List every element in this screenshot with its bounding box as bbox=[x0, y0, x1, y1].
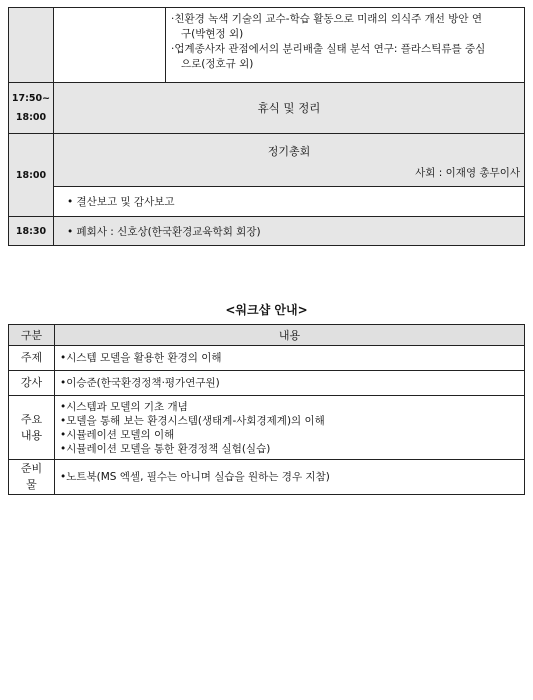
papers-time-cell bbox=[9, 8, 54, 83]
break-row bbox=[9, 83, 525, 134]
row-value: •노트북(MS 엑셀, 필수는 아니며 실습을 원하는 경우 지참) bbox=[55, 460, 525, 495]
workshop-header-row bbox=[9, 325, 525, 346]
workshop-row-supplies bbox=[9, 460, 525, 495]
break-time: 17:50~ 18:00 bbox=[9, 83, 54, 134]
content-line: •시뮬레이션 모델을 통한 환경정책 실험(실습) bbox=[60, 442, 271, 455]
papers-presenter-cell bbox=[54, 8, 166, 83]
row-label: 주요 내용 bbox=[9, 396, 55, 460]
paper-title: ·친환경 녹색 기술의 교수-학습 활동으로 미래의 의식주 개선 방안 연 bbox=[171, 13, 483, 25]
schedule-table bbox=[8, 7, 525, 246]
papers-row bbox=[9, 8, 525, 83]
closing-row bbox=[9, 217, 525, 246]
row-value bbox=[55, 396, 525, 460]
paper-item bbox=[171, 42, 522, 72]
workshop-row-lecturer bbox=[9, 371, 525, 396]
assembly-header-row bbox=[9, 134, 525, 187]
paper-item bbox=[171, 12, 522, 42]
assembly-item-row bbox=[9, 187, 525, 217]
assembly-chair: 사회 : 이재영 총무이사 bbox=[415, 167, 520, 179]
header-category: 구분 bbox=[9, 325, 55, 346]
workshop-row-contents bbox=[9, 396, 525, 460]
assembly-title: 정기총회 bbox=[267, 145, 311, 158]
papers-cell bbox=[166, 8, 525, 83]
workshop-table bbox=[8, 324, 525, 495]
break-label: 휴식 및 정리 bbox=[54, 83, 525, 134]
row-label: 준비 물 bbox=[9, 460, 55, 495]
row-value: •이승준(한국환경정책·평가연구원) bbox=[55, 371, 525, 396]
row-label: 강사 bbox=[9, 371, 55, 396]
row-label: 주제 bbox=[9, 346, 55, 371]
row-value: •시스템 모델을 활용한 환경의 이해 bbox=[55, 346, 525, 371]
workshop-title: <워크샵 안내> bbox=[225, 303, 308, 317]
assembly-time: 18:00 bbox=[9, 134, 54, 217]
content-line: •모델을 통해 보는 환경시스템(생태계-사회경제계)의 이해 bbox=[60, 414, 325, 427]
paper-authors: 으로(정호규 외) bbox=[181, 58, 254, 70]
assembly-item: • 결산보고 및 감사보고 bbox=[54, 187, 525, 217]
closing-label: • 폐회사 : 신호상(한국환경교육학회 회장) bbox=[54, 217, 525, 246]
paper-authors: 구(박현정 외) bbox=[181, 28, 244, 40]
workshop-row-topic bbox=[9, 346, 525, 371]
closing-time: 18:30 bbox=[9, 217, 54, 246]
header-content: 내용 bbox=[55, 325, 525, 346]
content-line: •시뮬레이션 모델의 이해 bbox=[60, 428, 175, 441]
paper-title: ·업계종사자 관점에서의 분리배출 실태 분석 연구: 플라스틱류를 중심 bbox=[171, 43, 486, 55]
assembly-header-cell bbox=[54, 134, 525, 187]
content-line: •시스템과 모델의 기초 개념 bbox=[60, 400, 188, 413]
